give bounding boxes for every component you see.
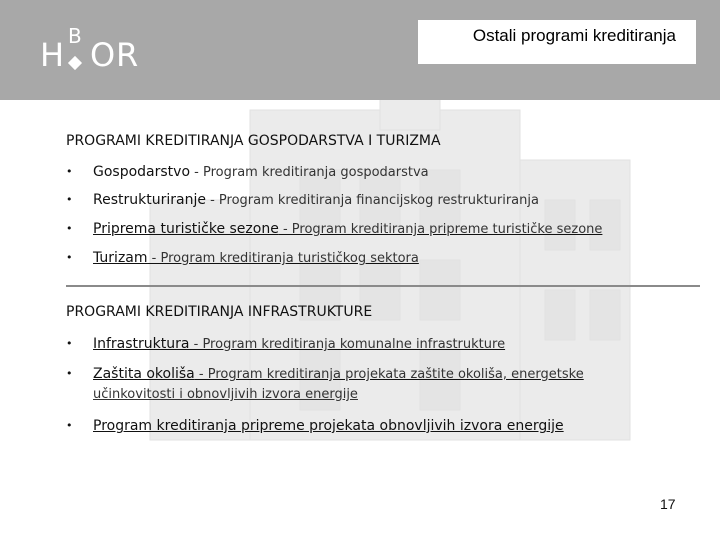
- item-desc: - Program kreditiranja gospodarstva: [190, 165, 429, 180]
- item-name[interactable]: Priprema turističke sezone: [93, 221, 279, 237]
- item-desc: - Program kreditiranja financijskog restrukturiranja: [205, 193, 539, 208]
- section-heading-gospodarstvo: PROGRAMI KREDITIRANJA GOSPODARSTVA I TURIZMA: [66, 133, 441, 149]
- item-name: Restrukturiranje: [93, 192, 206, 208]
- page-title: Ostali programi kreditiranja: [472, 26, 676, 45]
- item-name[interactable]: Turizam: [93, 250, 148, 266]
- item-name[interactable]: Program kreditiranja pripreme projekata obnovljivih izvora energije: [93, 418, 564, 434]
- bullet: •: [66, 165, 73, 178]
- item-name: Gospodarstvo: [93, 164, 191, 180]
- item-desc-continuation[interactable]: učinkovitosti i obnovljivih izvora energije: [93, 387, 358, 402]
- page-number: 17: [660, 496, 676, 512]
- item-desc[interactable]: - Program kreditiranja turističkog sektora: [147, 251, 419, 266]
- section-heading-infrastruktura: PROGRAMI KREDITIRANJA INFRASTRUKTURE: [66, 304, 373, 320]
- item-desc[interactable]: - Program kreditiranja pripreme turističke sezone: [278, 222, 603, 237]
- item-desc[interactable]: - Program kreditiranja projekata zaštite okoliša, energetske: [194, 367, 584, 382]
- divider: [66, 285, 700, 287]
- bullet: •: [66, 251, 73, 264]
- bullet: •: [66, 193, 73, 206]
- item-name[interactable]: Infrastruktura: [93, 336, 190, 352]
- hbor-logo: H B O R: [40, 24, 139, 74]
- bullet: •: [66, 419, 73, 432]
- bullet: •: [66, 367, 73, 380]
- item-name[interactable]: Zaštita okoliša: [93, 366, 195, 382]
- item-desc[interactable]: - Program kreditiranja komunalne infrastrukture: [189, 337, 506, 352]
- bullet: •: [66, 337, 73, 350]
- bullet: •: [66, 222, 73, 235]
